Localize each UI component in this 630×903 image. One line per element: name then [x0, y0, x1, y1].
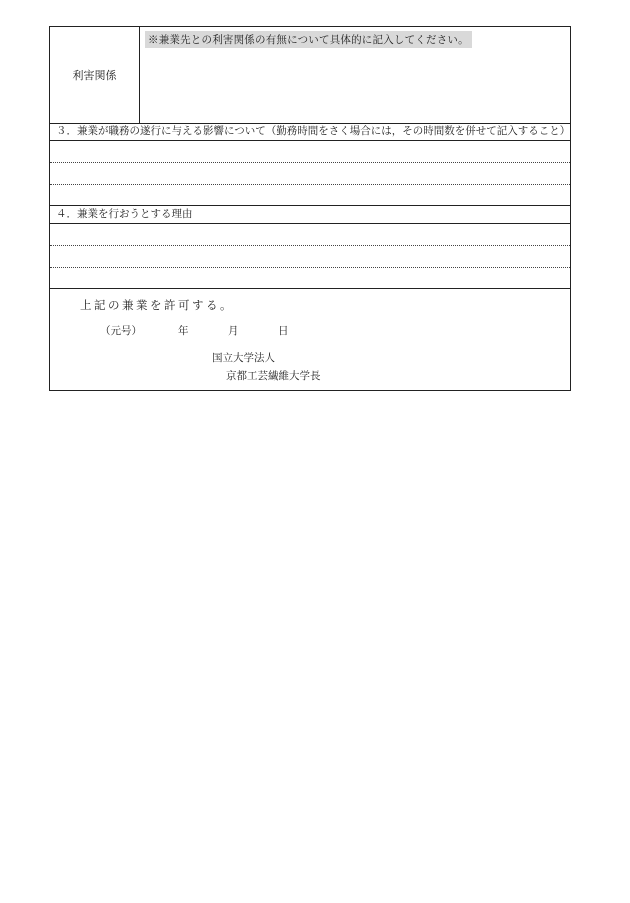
era-label: （元号）	[100, 325, 142, 337]
org-line2: 京都工芸繊維大学長	[226, 370, 321, 382]
section3-dotted-line	[50, 162, 570, 163]
section4-heading: ４．兼業を行おうとする理由	[50, 206, 570, 224]
year-label: 年	[178, 325, 189, 337]
section4-dotted-line	[50, 245, 570, 246]
approval-text: 上記の兼業を許可する。	[80, 298, 234, 312]
section3-heading: ３．兼業が職務の遂行に与える影響について（勤務時間をさく場合には，その時間数を併せて記入すること）	[50, 123, 570, 141]
conflict-note: ※兼業先との利害関係の有無について具体的に記入してください。	[145, 31, 472, 48]
divider	[50, 288, 570, 289]
section3-dotted-line	[50, 184, 570, 185]
day-label: 日	[278, 325, 289, 337]
section4-dotted-line	[50, 267, 570, 268]
conflict-of-interest-row	[50, 27, 570, 124]
month-label: 月	[228, 325, 239, 337]
conflict-label: 利害関係	[50, 27, 140, 123]
form-table	[49, 26, 571, 391]
org-line1: 国立大学法人	[212, 352, 275, 364]
